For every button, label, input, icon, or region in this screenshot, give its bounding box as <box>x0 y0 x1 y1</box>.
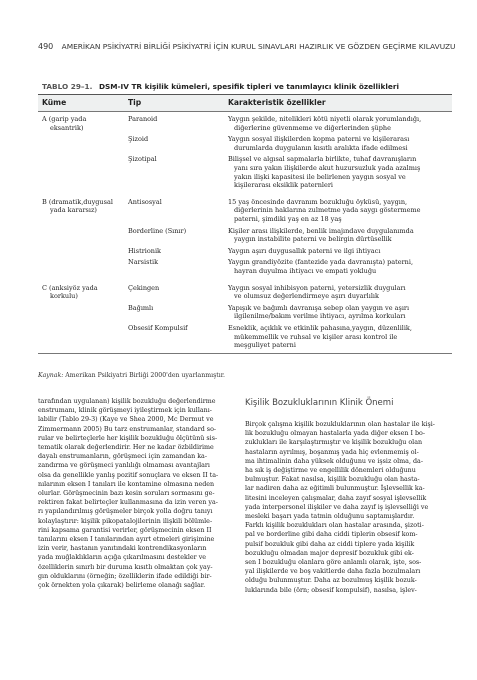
text-line: nılarının eksen I tanıları ile kontamine olmasına neden <box>38 480 215 488</box>
text-line: rı yapılandırılmış görüşmeler birçok yolla doğru tanıyı <box>38 508 213 516</box>
table-row <box>38 115 452 132</box>
characteristic-features <box>228 324 450 350</box>
feature-line: Yaygın sosyal ilişkilerden kopma paterni ve kişilerarası <box>228 135 410 144</box>
text-line: enstrumanı, klinik görüşmeyi iyileştirmek için kullanı- <box>38 407 212 415</box>
running-head-title: AMERİKAN PSİKİYATRİ BİRLİĞİ PSİKİYATRİ İÇİN KURUL SINAVLARI HAZIRLIK VE GÖZDEN GEÇİRME KILAVUZU <box>61 42 456 51</box>
text-line: luklarında bile (örn; obsesif kompulsif), nasılsa, işlev- <box>245 586 417 594</box>
characteristic-features <box>228 258 450 275</box>
cluster-name-line: C (anksiyöz yada <box>42 283 98 292</box>
table-caption <box>38 80 452 95</box>
left-body-column <box>38 397 238 590</box>
cluster-name-line: B (dramatik,duygusal <box>42 197 113 206</box>
feature-line: Yaygın grandiyözite (fantezide yada davranışta) paterni, <box>228 258 414 267</box>
text-line: labilir (Tablo 29-3) (Kaye ve Shea 2000, Mc Dermut ve <box>38 416 214 424</box>
type-name: Obsesif Kompulsif <box>128 323 188 332</box>
feature-line: 15 yaş öncesinde davranım bozukluğu öyküsü, yaygın, <box>228 197 408 206</box>
feature-line: Yaygın şekilde, nitelikleri kötü niyetli olarak yorumlandığı, <box>228 115 422 123</box>
table-row <box>38 135 452 152</box>
right-body-column <box>245 420 453 595</box>
feature-line: Kişiler arası ilişkilerde, benlik imajındave duygulanımda <box>228 226 414 235</box>
table-source-note <box>38 372 225 379</box>
feature-line: meşguliyet paterni <box>234 341 296 350</box>
table-group <box>38 112 452 190</box>
text-line: mesleki başarı yada tatmin olduğunu saptamışlardır. <box>245 513 415 521</box>
header-ozellik: Karakteristik özellikler <box>228 98 326 107</box>
text-line: yada muğlaklıkların açığa çıkarılmasını destekler ve <box>38 554 207 562</box>
text-line: litesini inceleyen çalışmalar, daha zayıf sosyal işlevsellik <box>245 494 427 502</box>
text-line: kolaylaştırır: kişilik pikopatalojilerinin ilişkili bölümle- <box>38 517 213 525</box>
text-line: yal ilişkilerde ve boş vakitlerde daha fazla bozulmaları <box>245 568 421 576</box>
characteristic-features <box>228 304 450 321</box>
type-name: Şizotipal <box>128 155 157 164</box>
text-line: dayalı enstrumanların, görüşmeci için zamandan ka- <box>38 453 207 461</box>
personality-cluster-table <box>38 80 452 354</box>
table-row <box>38 198 452 224</box>
feature-line: Esneklik, açıklık ve etkinlik pahasına,yaygın, düzenlilik, <box>228 323 412 332</box>
text-line: izin verir, hastanın yanıtındaki kontrendikasyonların <box>38 545 207 553</box>
feature-line: durumlarda duygulanın kısıtlı aralıkta ifade edilmesi <box>234 143 408 152</box>
type-name: Bağımlı <box>128 303 154 312</box>
characteristic-features <box>228 284 450 301</box>
characteristic-features <box>228 198 450 224</box>
text-line: ma ihtimalinin daha yüksek olduğunu ve işsiz olma, da- <box>245 457 423 465</box>
text-line: Birçok çalışma kişilik bozukluklarının olan hastalar ile kişi- <box>245 421 435 428</box>
type-name: Narsistik <box>128 258 159 267</box>
table-title: DSM-IV TR kişilik kümeleri, spesifik tipleri ve tanımlayıcı klinik özellikleri <box>98 82 399 91</box>
characteristic-features <box>228 135 450 152</box>
text-line: olsa da genellikle yanlış pozitif sonuçlara ve eksen II ta- <box>38 471 219 479</box>
feature-line: Yaygın sosyal inhibisyon paterni, yetersizlik duyguları <box>228 283 406 292</box>
table-group <box>38 193 452 276</box>
cluster-name-line: A (garip yada <box>42 115 87 123</box>
feature-line: Yaygın aşırı duygusallık paterni ve ilgi ihtiyacı <box>228 246 381 255</box>
feature-line: ilgilenilme/bakım verilme ihtiyacı, ayrılma korkuları <box>234 312 406 321</box>
feature-line: yaygın instabilite paterni ve belirgin dürtüsellik <box>234 235 392 244</box>
text-line: bulmuştur. Fakat nasılsa, kişilik bozukluğu olan hasta- <box>245 476 420 484</box>
text-line: olurlar. Görüşmecinin bazı kesin soruları sormasını ge- <box>38 490 215 498</box>
text-line: ha sık iş değiştirme ve engellilik dönemleri olduğunu <box>245 467 416 475</box>
table-row <box>38 227 452 244</box>
feature-line: yanı sıra yakın ilişkilerde akut huzursuzluk yada azalmış <box>234 163 421 172</box>
type-name: Borderline (Sınır) <box>128 226 187 235</box>
feature-line: yakın ilişki kapasitesi ile belirlenen yaygın sosyal ve <box>234 172 406 181</box>
text-line: zandırma ve görüşmeci yanlılığı olmaması avantajları <box>38 462 210 470</box>
table-label: TABLO 29–1. <box>42 82 93 91</box>
text-line: lar nadiren daha az eğitimli bulunmuştur. İşlevsellik ka- <box>245 485 425 493</box>
feature-line: hayran duyulma ihtiyacı ve empati yokluğu <box>234 266 377 275</box>
feature-line: kişilerarası eksiklik paternleri <box>234 181 334 190</box>
page-number: 490 <box>38 42 54 51</box>
text-line: Farklı kişilik bozuklukları olan hastalar arasında, şizoti- <box>245 522 424 530</box>
type-name: Histrionik <box>128 246 161 255</box>
type-name: Paranoid <box>128 115 158 123</box>
table-bottom-rule <box>38 353 452 354</box>
text-line: gın olduklarını (örneğin; özelliklerin ifade edildiği bir- <box>38 572 212 580</box>
type-name: Şizoid <box>128 135 149 144</box>
running-head <box>38 42 458 51</box>
table-row <box>38 155 452 189</box>
text-line: rektiren fakat belirteçler kullanmasına da izin veren ya- <box>38 499 218 507</box>
header-kume: Küme <box>42 98 67 107</box>
table-row <box>38 324 452 350</box>
cluster-name-line: yada kararsız) <box>50 206 97 215</box>
table-row <box>38 304 452 321</box>
text-line: olduğu bulunmuştur. Daha az bozulmuş kişilik bozuk- <box>245 577 417 585</box>
text-line: pal ve borderline gibi daha ciddi tiplerin obsesif kom- <box>245 531 418 539</box>
feature-line: diğerlerine güvenmeme ve diğerlerinden şüphe <box>234 123 391 132</box>
section-heading: Kişilik Bozukluklarının Klinik Önemi <box>245 398 394 408</box>
text-line: hastaların ayrılmış, boşanmış yada hiç evlenmemiş ol- <box>245 448 419 456</box>
text-line: tanılarını eksen I tanılarından ayırt etmeleri girişimine <box>38 536 215 544</box>
text-line: zuklukları ile karşılaştırmıştır ve kişilik bozukluğu olan <box>245 439 423 447</box>
text-line: yada interpersonel ilişkiler ve daha zayıf iş işlevselliği ve <box>245 503 429 511</box>
text-line: sen I bozukluğu olanlara göre anlamlı olarak, işte, sos- <box>245 559 422 567</box>
text-line: rini kapsama garantisi verirler, görüşmecinin eksen II <box>38 526 212 534</box>
feature-line: ve olumsuz değerlendirmeye aşırı duyarlılık <box>234 292 379 301</box>
feature-line: paterni, şimdiki yaş en az 18 yaş <box>234 214 342 223</box>
type-name: Antisosyal <box>128 197 162 206</box>
source-label: Kaynak: <box>38 372 64 379</box>
text-line: rular ve belirteçlerle her kişilik bozukluğu ölçütünü sis- <box>38 434 218 442</box>
text-line: Zimmermann 2005) Bu tarz enstrumanlar, standard so- <box>38 425 217 433</box>
characteristic-features <box>228 155 450 189</box>
cluster-name-line: korkulu) <box>50 292 78 301</box>
text-line: tarafından uygulanan) kişilik bozukluğu değerlendirme <box>38 398 216 405</box>
source-text: Amerikan Psikiyatri Birliği 2000'den uyarlanmıştır. <box>65 372 225 379</box>
text-line: tematik olarak değerlendirir. Her ne kadar özbildirime <box>38 444 214 452</box>
text-line: lik bozukluğu olmayan hastalarla yada diğer eksen I bo- <box>245 430 426 438</box>
header-tip: Tip <box>128 98 142 107</box>
feature-line: Bilişsel ve algısal sapmalarla birlikte, tuhaf davranışların <box>228 155 417 164</box>
text-line: bozukluğu olmadan major depresif bozukluk gibi ek- <box>245 549 414 557</box>
characteristic-features <box>228 115 450 132</box>
text-line: özelliklerin sınırlı bir duruma kısıtlı olmaktan çok yay- <box>38 563 213 571</box>
cluster-name-line: eksantrik) <box>50 123 84 132</box>
table-header-row <box>38 95 452 112</box>
text-line: çok örnekten yola çıkarak) belirleme olanağı sağlar. <box>38 582 206 590</box>
feature-line: diğerlerinin haklarına zulmetme yada saygı göstermeme <box>234 206 421 215</box>
text-line: pulsif bozukluk gibi daha az ciddi tiplere yada kişilik <box>245 540 415 548</box>
type-name: Çekingen <box>128 283 160 292</box>
table-row <box>38 258 452 275</box>
feature-line: Yapışık ve bağımlı davranışa sebep olan yaygın ve aşırı <box>228 303 410 312</box>
characteristic-features <box>228 247 450 256</box>
feature-line: mükemmellik ve ruhsal ve kişiler arası kontrol ile <box>234 332 398 341</box>
table-group <box>38 279 452 350</box>
table-body <box>38 112 452 350</box>
table-row <box>38 284 452 301</box>
table-row <box>38 247 452 256</box>
characteristic-features <box>228 227 450 244</box>
